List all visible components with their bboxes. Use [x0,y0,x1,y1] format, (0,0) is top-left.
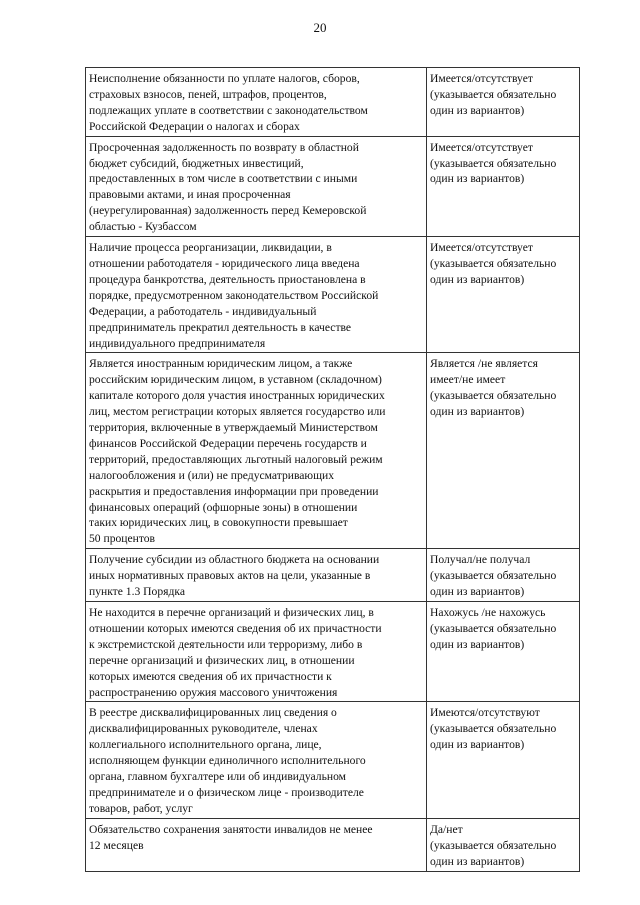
value-text: Имеются/отсутствуют (указывается обязательно один из вариантов) [430,706,557,752]
criterion-text: Неисполнение обязанности по уплате налогов, сборов, страховых взносов, пеней, штрафов, процентов, подлежащих уплате в соответствии с законодательством Российской Федерации о налогах и сборах [89,72,368,133]
table-row [86,818,580,871]
value-text: Получал/не получал (указывается обязательно один из вариантов) [430,553,557,599]
value-cell [427,602,580,702]
value-text: Да/нет (указывается обязательно один из вариантов) [430,822,557,868]
value-cell [427,237,580,353]
criterion-cell [86,68,427,137]
criterion-cell [86,602,427,702]
table-row [86,237,580,353]
criterion-text: Наличие процесса реорганизации, ликвидации, в отношении работодателя - юридического лица введена процедура банкротства, деятельность приостановлена в порядке, предусмотренном законодательством Российской Федерации, а работодатель - индивидуальный предприниматель прекратил деятельность в качестве индивидуального предпринимателя [89,241,379,350]
value-cell [427,136,580,236]
criterion-cell [86,237,427,353]
value-cell [427,68,580,137]
table-row [86,549,580,602]
table-row [86,136,580,236]
criterion-text: Не находится в перечне организаций и физических лиц, в отношении которых имеются сведения об их причастности к экстремистской деятельности или терроризму, либо в перечне организаций и физических лиц, в отношении которых имеются сведения об их причастности к распространению оружия массового уничтожения [89,606,382,699]
criterion-text: Является иностранным юридическим лицом, а также российским юридическим лицом, в уставном (складочном) капитале которого доля участия иностранных юридических лиц, местом регистрации которых является государство или территория, включенные в утверждаемый Министерством финансов Российской Федерации перечень государств и территорий, предоставляющих льготный налоговый режим налогообложения и (или) не предусматривающих раскрытия и предоставления информации при проведении финансовых операций (офшорные зоны) в отношении таких юридических лиц, в совокупности превышает 50 процентов [89,357,386,546]
criterion-text: Просроченная задолженность по возврату в областной бюджет субсидий, бюджетных инвестиций, предоставленных в том числе в соответствии с иными правовыми актами, и иная просроченная (неурегулированная) задолженность перед Кемеровской областью - Кузбассом [89,140,367,234]
criterion-text: Обязательство сохранения занятости инвалидов не менее 12 месяцев [89,822,373,852]
table-row [86,353,580,549]
criterion-cell [86,702,427,818]
criterion-text: В реестре дисквалифицированных лиц сведения о дисквалифицированных руководителе, членах коллегиального исполнительного органа, лице, исполняющем функции единоличного исполнительного органа, главном бухгалтере или об индивидуальном предпринимателе и о физическом лице - производителе товаров, работ, услуг [89,706,366,815]
value-text: Имеется/отсутствует (указывается обязательно один из вариантов) [430,241,557,286]
criterion-cell [86,136,427,236]
table-row [86,702,580,818]
criterion-cell [86,353,427,549]
table-row [86,68,580,137]
value-text: Имеется/отсутствует (указывается обязательно один из вариантов) [430,140,557,186]
value-cell [427,353,580,549]
criterion-text: Получение субсидии из областного бюджета на основании иных нормативных правовых актов на цели, указанные в пункте 1.3 Порядка [89,553,380,599]
value-cell [427,818,580,871]
table-row [86,602,580,702]
value-cell [427,702,580,818]
value-text: Имеется/отсутствует (указывается обязательно один из вариантов) [430,72,557,117]
criterion-cell [86,818,427,871]
value-text: Нахожусь /не нахожусь (указывается обязательно один из вариантов) [430,606,557,651]
value-text: Является /не является имеет/не имеет (указывается обязательно один из вариантов) [430,357,557,419]
value-cell [427,549,580,602]
criterion-cell [86,549,427,602]
criteria-table [85,67,580,872]
page-number: 20 [313,20,327,35]
